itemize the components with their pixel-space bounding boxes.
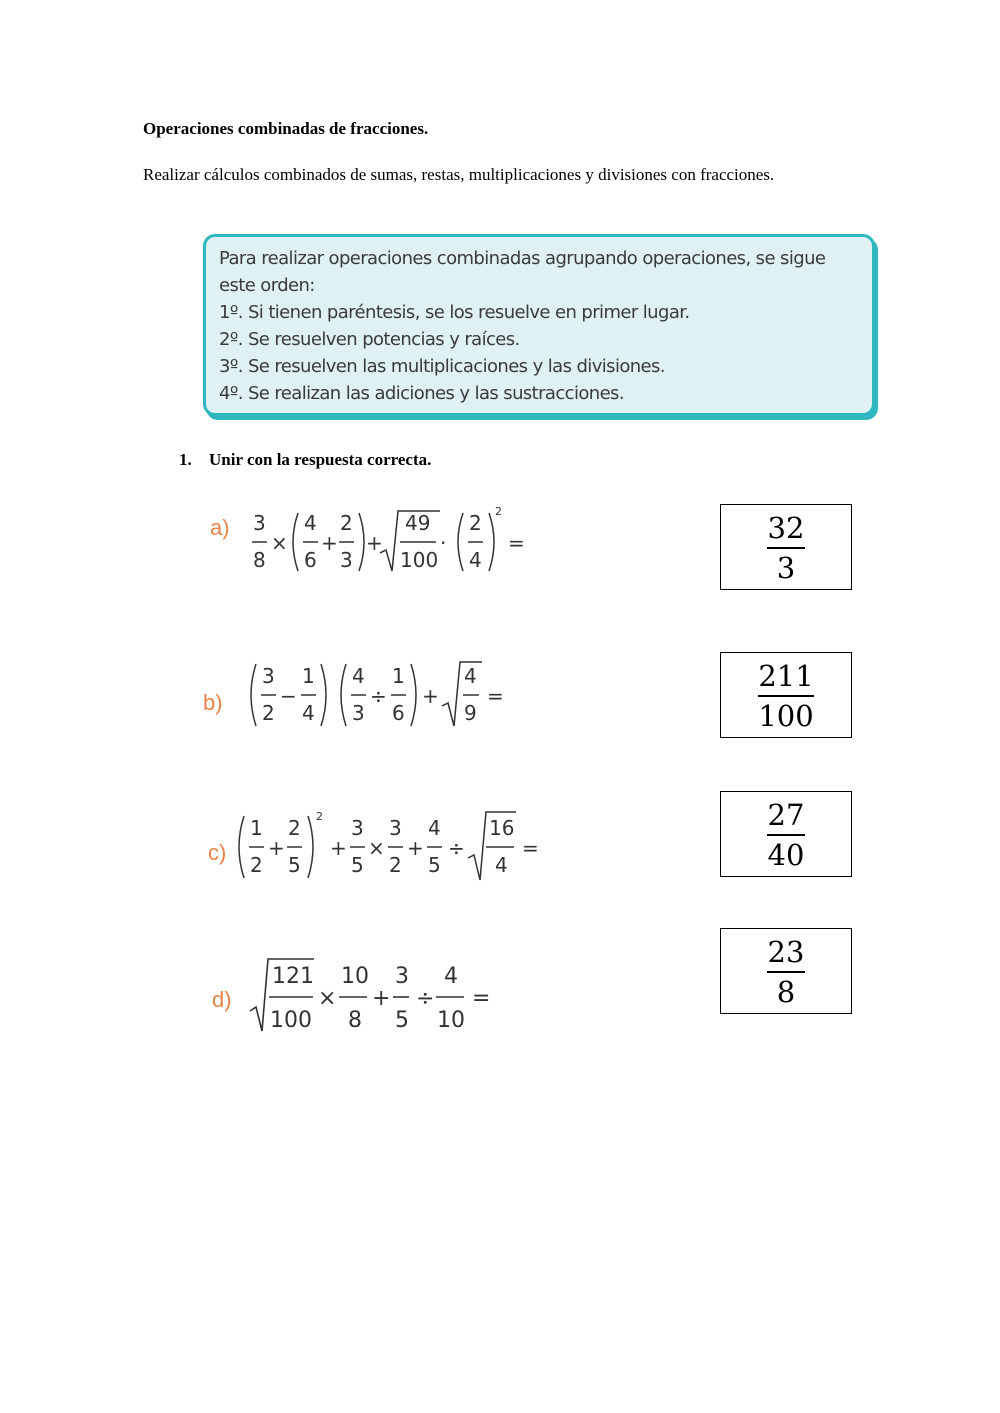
svg-text:5: 5 xyxy=(395,1008,409,1033)
svg-text:·: · xyxy=(440,531,447,555)
answer-fraction-1 xyxy=(721,509,851,587)
svg-text:+: + xyxy=(366,531,383,555)
svg-text:8: 8 xyxy=(253,548,266,572)
svg-text:2: 2 xyxy=(495,505,502,518)
exercise-a-formula xyxy=(210,505,540,575)
svg-text:×: × xyxy=(318,986,337,1011)
exercise-d-label: d) xyxy=(212,987,232,1012)
svg-text:10: 10 xyxy=(437,1008,465,1033)
answer-3-denominator: 40 xyxy=(767,834,805,874)
exercise-b-expression xyxy=(200,658,530,728)
svg-text:3: 3 xyxy=(352,701,365,725)
svg-text:3: 3 xyxy=(340,548,353,572)
answer-box-2[interactable] xyxy=(720,652,852,738)
svg-text:=: = xyxy=(472,986,491,1011)
svg-text:5: 5 xyxy=(288,853,301,877)
svg-text:2: 2 xyxy=(262,701,275,725)
svg-text:=: = xyxy=(522,836,539,860)
answer-box-4[interactable] xyxy=(720,928,852,1014)
svg-text:÷: ÷ xyxy=(448,836,465,860)
svg-text:2: 2 xyxy=(250,853,263,877)
svg-text:÷: ÷ xyxy=(370,684,387,708)
svg-text:3: 3 xyxy=(253,511,266,535)
svg-text:1: 1 xyxy=(250,816,263,840)
svg-text:3: 3 xyxy=(262,664,275,688)
rule-step-4: 4º. Se realizan las adiciones y las sustracciones. xyxy=(219,383,624,404)
svg-text:+: + xyxy=(268,836,285,860)
svg-text:6: 6 xyxy=(392,701,405,725)
question-text: Unir con la respuesta correcta. xyxy=(209,450,432,469)
svg-text:100: 100 xyxy=(400,548,439,572)
svg-text:2: 2 xyxy=(340,511,353,535)
svg-text:×: × xyxy=(271,531,288,555)
svg-text:5: 5 xyxy=(351,853,364,877)
svg-text:4: 4 xyxy=(302,701,315,725)
exercise-c-formula xyxy=(208,808,548,883)
svg-text:1: 1 xyxy=(302,664,315,688)
answer-4-numerator: 23 xyxy=(767,935,805,969)
svg-text:2: 2 xyxy=(288,816,301,840)
svg-text:+: + xyxy=(372,986,391,1011)
svg-text:−: − xyxy=(280,684,297,708)
rule-step-3: 3º. Se resuelven las multiplicaciones y las divisiones. xyxy=(219,356,665,377)
exercise-a-label: a) xyxy=(210,515,230,540)
intro-text: Realizar cálculos combinados de sumas, restas, multiplicaciones y divisiones con fracciones. xyxy=(143,165,775,184)
svg-text:3: 3 xyxy=(351,816,364,840)
svg-text:5: 5 xyxy=(428,853,441,877)
answer-2-numerator: 211 xyxy=(758,659,814,693)
svg-text:49: 49 xyxy=(405,511,431,535)
svg-text:=: = xyxy=(487,684,504,708)
answer-1-denominator: 3 xyxy=(767,547,805,587)
svg-text:+: + xyxy=(407,836,424,860)
svg-text:+: + xyxy=(422,684,439,708)
svg-text:10: 10 xyxy=(341,964,369,989)
svg-text:6: 6 xyxy=(304,548,317,572)
svg-text:8: 8 xyxy=(348,1008,362,1033)
svg-text:×: × xyxy=(368,836,385,860)
svg-text:+: + xyxy=(321,531,338,555)
svg-text:÷: ÷ xyxy=(416,986,435,1011)
answer-fraction-2 xyxy=(721,657,851,735)
exercise-b-formula xyxy=(200,658,530,728)
page-title: Operaciones combinadas de fracciones. xyxy=(143,119,429,138)
question-number: 1. xyxy=(179,450,192,469)
svg-text:4: 4 xyxy=(352,664,365,688)
svg-text:4: 4 xyxy=(464,664,477,688)
exercise-a-expression xyxy=(210,505,540,575)
svg-text:+: + xyxy=(330,836,347,860)
svg-text:3: 3 xyxy=(395,964,409,989)
answer-1-numerator: 32 xyxy=(767,511,805,545)
svg-text:4: 4 xyxy=(469,548,482,572)
answer-2-denominator: 100 xyxy=(758,695,814,735)
exercise-c-label: c) xyxy=(208,840,227,865)
svg-text:2: 2 xyxy=(469,511,482,535)
svg-text:4: 4 xyxy=(444,964,458,989)
svg-text:=: = xyxy=(508,531,525,555)
svg-text:16: 16 xyxy=(489,816,515,840)
svg-text:9: 9 xyxy=(464,701,477,725)
rule-step-1: 1º. Si tienen paréntesis, se los resuelve en primer lugar. xyxy=(219,302,690,323)
answer-fraction-4 xyxy=(721,933,851,1011)
rules-box xyxy=(203,234,875,416)
exercise-d-expression xyxy=(210,955,510,1035)
exercise-c-expression xyxy=(208,808,548,883)
svg-text:4: 4 xyxy=(495,853,508,877)
svg-text:100: 100 xyxy=(270,1008,312,1033)
rules-heading-line2: este orden: xyxy=(219,275,315,296)
svg-text:3: 3 xyxy=(389,816,402,840)
svg-text:121: 121 xyxy=(272,964,314,989)
svg-text:4: 4 xyxy=(428,816,441,840)
exercise-d-formula xyxy=(210,955,510,1035)
svg-text:2: 2 xyxy=(316,810,323,823)
rule-step-2: 2º. Se resuelven potencias y raíces. xyxy=(219,329,520,350)
question-heading xyxy=(179,450,431,470)
svg-text:4: 4 xyxy=(304,511,317,535)
answer-box-1[interactable] xyxy=(720,504,852,590)
svg-text:1: 1 xyxy=(392,664,405,688)
answer-fraction-3 xyxy=(721,796,851,874)
exercise-b-label: b) xyxy=(203,690,223,715)
rules-heading-line1: Para realizar operaciones combinadas agrupando operaciones, se sigue xyxy=(219,248,826,269)
answer-4-denominator: 8 xyxy=(767,971,805,1011)
answer-box-3[interactable] xyxy=(720,791,852,877)
svg-text:2: 2 xyxy=(389,853,402,877)
answer-3-numerator: 27 xyxy=(767,798,805,832)
